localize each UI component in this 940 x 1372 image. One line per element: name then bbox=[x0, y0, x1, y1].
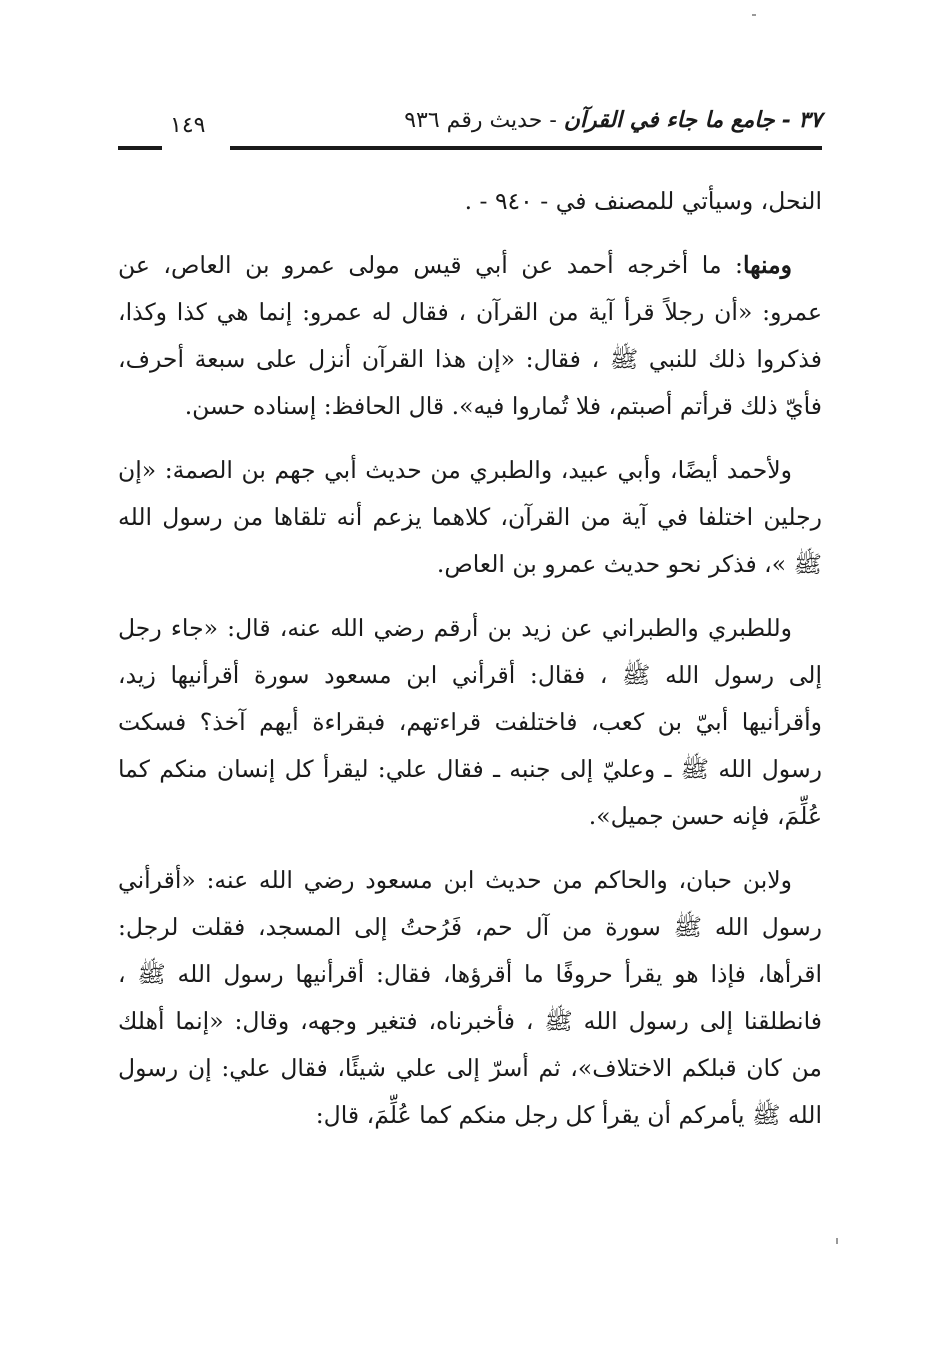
paragraph-text: ولأحمد أيضًا، وأبي عبيد، والطبري من حديث أبي جهم بن الصمة: «إن رجلين اختلفا في آية من القرآن، كلاهما يزعم أنه تلقاها من رسول الله ﷺ »، فذكر نحو حديث عمرو بن العاص. bbox=[118, 456, 822, 578]
paragraph-lead: ومنها bbox=[742, 251, 792, 279]
running-header bbox=[118, 100, 822, 158]
paragraph bbox=[118, 857, 822, 1139]
hadith-label: حديث رقم ٩٣٦ bbox=[404, 108, 543, 133]
header-separator: - bbox=[542, 108, 557, 133]
paragraph bbox=[118, 178, 822, 225]
paragraph-text: النحل، وسيأتي للمصنف في - ٩٤٠ - . bbox=[464, 187, 822, 215]
header-rule bbox=[230, 146, 822, 150]
paragraph-text: وللطبري والطبراني عن زيد بن أرقم رضي الله عنه، قال: «جاء رجل إلى رسول الله ﷺ ، فقال: أقرأني ابن مسعود سورة أقرأنيها زيد، وأقرأنيها أبيّ بن كعب، فاختلفت قراءتهم، فبقراءة أيهم آخذ؟ فسكت رسول الله ﷺ ـ وعليّ إلى جنبه ـ فقال علي: ليقرأ كل إنسان منكم كما عُلِّمَ، فإنه حسن جميل». bbox=[118, 614, 822, 830]
chapter-title: جامع ما جاء في القرآن bbox=[563, 107, 775, 133]
scan-mark bbox=[836, 1238, 838, 1244]
page-number: ١٤٩ bbox=[170, 113, 206, 138]
header-title bbox=[404, 100, 822, 141]
page-body bbox=[118, 178, 822, 1156]
chapter-number: ٣٧ - bbox=[781, 107, 822, 133]
page-number-rule bbox=[118, 146, 162, 150]
scan-mark bbox=[752, 14, 756, 16]
paragraph bbox=[118, 447, 822, 588]
paragraph-text: : ما أخرجه أحمد عن أبي قيس مولى عمرو بن العاص، عن عمرو: «أن رجلاً قرأ آية من القرآن ، فقال له عمرو: إنما هي كذا وكذا، فذكروا ذلك للنبي ﷺ ، فقال: «إن هذا القرآن أنزل على سبعة أحرف، فأيّ ذلك قرأتم أصبتم، فلا تُماروا فيه». قال الحافظ: إسناده حسن. bbox=[118, 251, 822, 420]
paragraph bbox=[118, 605, 822, 840]
paragraph bbox=[118, 242, 822, 430]
paragraph-text: ولابن حبان، والحاكم من حديث ابن مسعود رضي الله عنه: «أقرأني رسول الله ﷺ سورة من آل حم، فَرُحتُ إلى المسجد، فقلت لرجل: اقرأها، فإذا هو يقرأ حروفًا ما أقرؤها، فقال: أقرأنيها رسول الله ﷺ ، فانطلقنا إلى رسول الله ﷺ ، فأخبرناه، فتغير وجهه، وقال: «إنما أهلك من كان قبلكم الاختلاف»، ثم أسرّ إلى علي شيئًا، فقال علي: إن رسول الله ﷺ يأمركم أن يقرأ كل رجل منكم كما عُلِّمَ، قال: bbox=[118, 866, 822, 1129]
